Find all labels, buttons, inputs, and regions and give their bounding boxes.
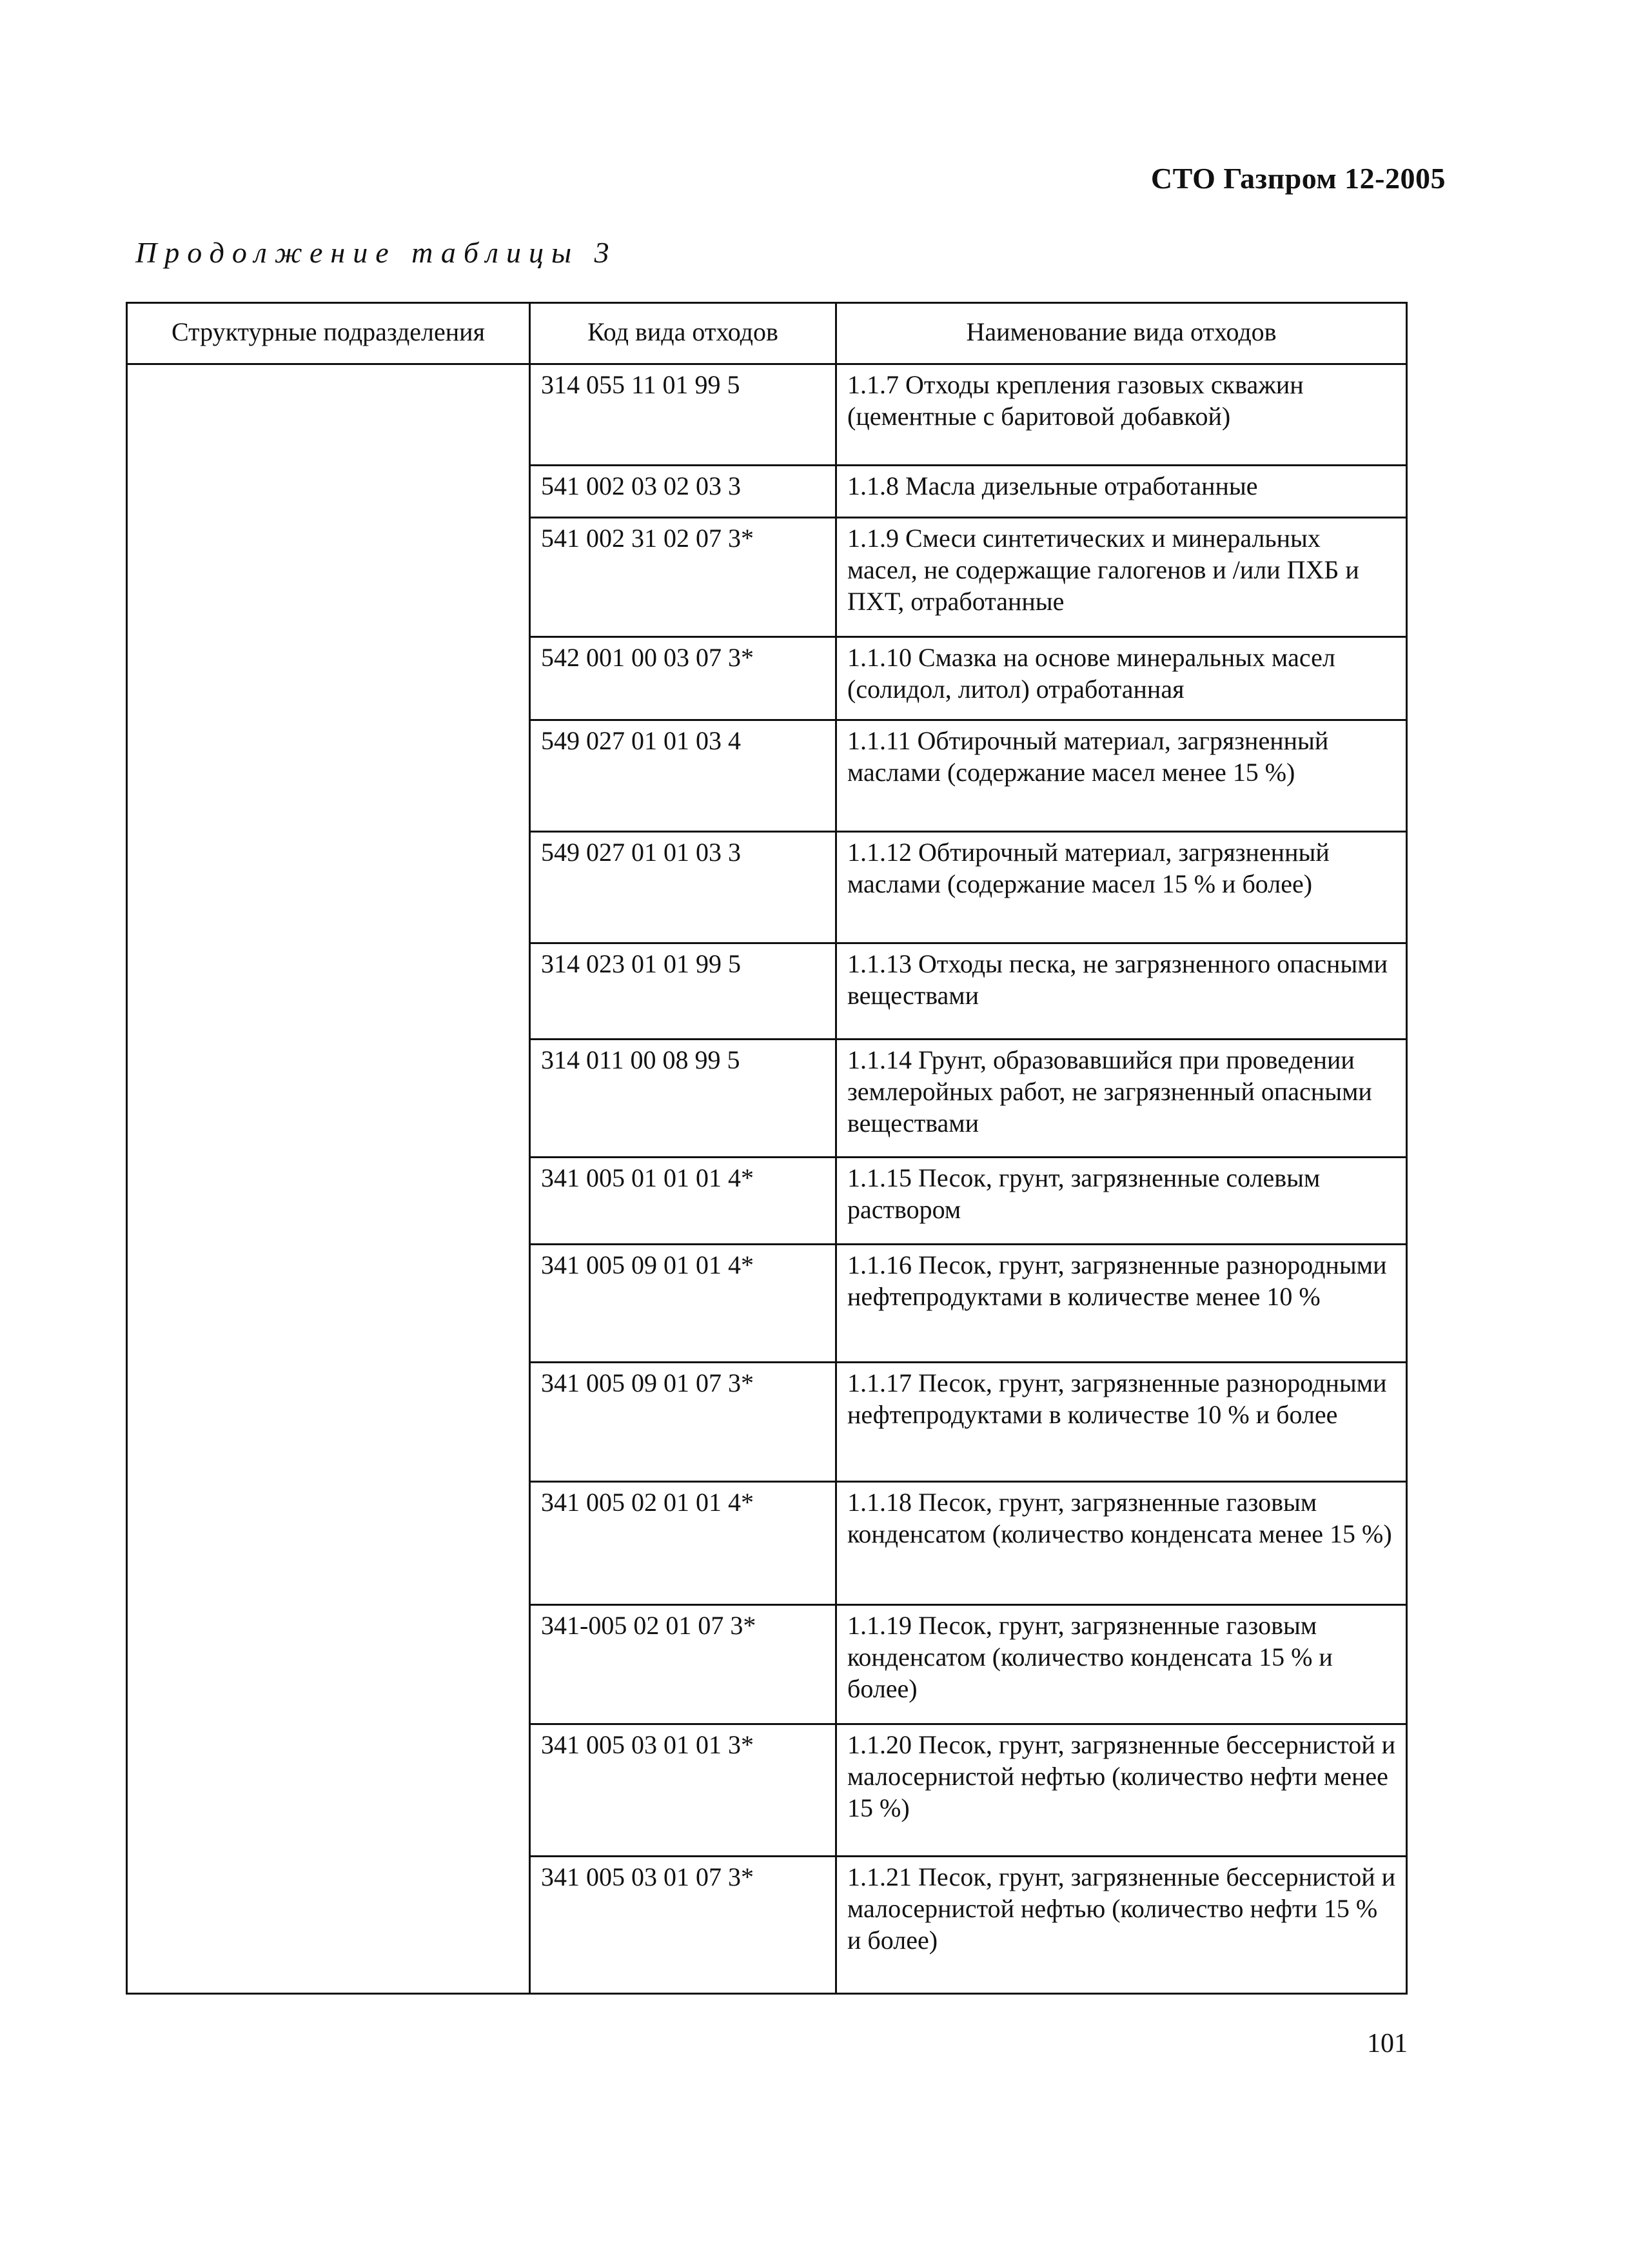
waste-name-cell: 1.1.12 Обтирочный материал, загрязненный маслами (содержание масел 15 % и более) — [836, 832, 1407, 943]
table-caption: Продолжение таблицы 3 — [135, 236, 617, 269]
document-header: СТО Газпром 12-2005 — [1150, 162, 1446, 195]
waste-name-cell: 1.1.13 Отходы песка, не загрязненного опасными веществами — [836, 943, 1407, 1040]
waste-code-cell: 314 023 01 01 99 5 — [530, 943, 836, 1040]
waste-code-cell: 541 002 03 02 03 3 — [530, 466, 836, 518]
waste-name-cell: 1.1.21 Песок, грунт, загрязненные бессернистой и малосернистой нефтью (количество нефти 15 % и более) — [836, 1857, 1407, 1994]
table-body — [127, 364, 1407, 1994]
waste-name-cell: 1.1.10 Смазка на основе минеральных масел (солидол, литол) отработанная — [836, 637, 1407, 720]
waste-code-cell: 314 011 00 08 99 5 — [530, 1040, 836, 1158]
waste-code-cell: 549 027 01 01 03 4 — [530, 720, 836, 832]
waste-code-cell: 314 055 11 01 99 5 — [530, 364, 836, 466]
waste-code-cell: 341 005 09 01 07 3* — [530, 1363, 836, 1482]
waste-name-cell: 1.1.9 Смеси синтетических и минеральных масел, не содержащие галогенов и /или ПХБ и ПХТ, отработанные — [836, 518, 1407, 637]
waste-name-cell: 1.1.17 Песок, грунт, загрязненные разнородными нефтепродуктами в количестве 10 % и более — [836, 1363, 1407, 1482]
table-header — [127, 303, 1407, 364]
waste-code-cell: 341 005 03 01 01 3* — [530, 1724, 836, 1857]
page-number: 101 — [1367, 2029, 1408, 2058]
waste-code-cell: 549 027 01 01 03 3 — [530, 832, 836, 943]
waste-name-cell: 1.1.16 Песок, грунт, загрязненные разнородными нефтепродуктами в количестве менее 10 % — [836, 1245, 1407, 1363]
waste-code-cell: 341 005 01 01 01 4* — [530, 1158, 836, 1245]
waste-name-cell: 1.1.15 Песок, грунт, загрязненные солевым раствором — [836, 1158, 1407, 1245]
column-header-divisions: Структурные подразделения — [127, 303, 530, 364]
waste-code-cell: 341 005 09 01 01 4* — [530, 1245, 836, 1363]
column-header-code: Код вида отходов — [530, 303, 836, 364]
waste-code-cell: 341 005 03 01 07 3* — [530, 1857, 836, 1994]
waste-code-cell: 341-005 02 01 07 3* — [530, 1605, 836, 1724]
waste-table — [126, 302, 1408, 1995]
waste-name-cell: 1.1.14 Грунт, образовавшийся при проведении землеройных работ, не загрязненный опасными веществами — [836, 1040, 1407, 1158]
waste-name-cell: 1.1.11 Обтирочный материал, загрязненный маслами (содержание масел менее 15 %) — [836, 720, 1407, 832]
waste-name-cell: 1.1.7 Отходы крепления газовых скважин (цементные с баритовой добавкой) — [836, 364, 1407, 466]
waste-name-cell: 1.1.20 Песок, грунт, загрязненные бессернистой и малосернистой нефтью (количество нефти менее 15 %) — [836, 1724, 1407, 1857]
column-header-name: Наименование вида отходов — [836, 303, 1407, 364]
waste-code-cell: 341 005 02 01 01 4* — [530, 1482, 836, 1605]
waste-code-cell: 541 002 31 02 07 3* — [530, 518, 836, 637]
table-row — [127, 364, 1407, 466]
waste-name-cell: 1.1.8 Масла дизельные отработанные — [836, 466, 1407, 518]
waste-name-cell: 1.1.19 Песок, грунт, загрязненные газовым конденсатом (количество конденсата 15 % и более) — [836, 1605, 1407, 1724]
waste-code-cell: 542 001 00 03 07 3* — [530, 637, 836, 720]
divisions-cell — [127, 364, 530, 1994]
waste-name-cell: 1.1.18 Песок, грунт, загрязненные газовым конденсатом (количество конденсата менее 15 %) — [836, 1482, 1407, 1605]
table-header-row — [127, 303, 1407, 364]
